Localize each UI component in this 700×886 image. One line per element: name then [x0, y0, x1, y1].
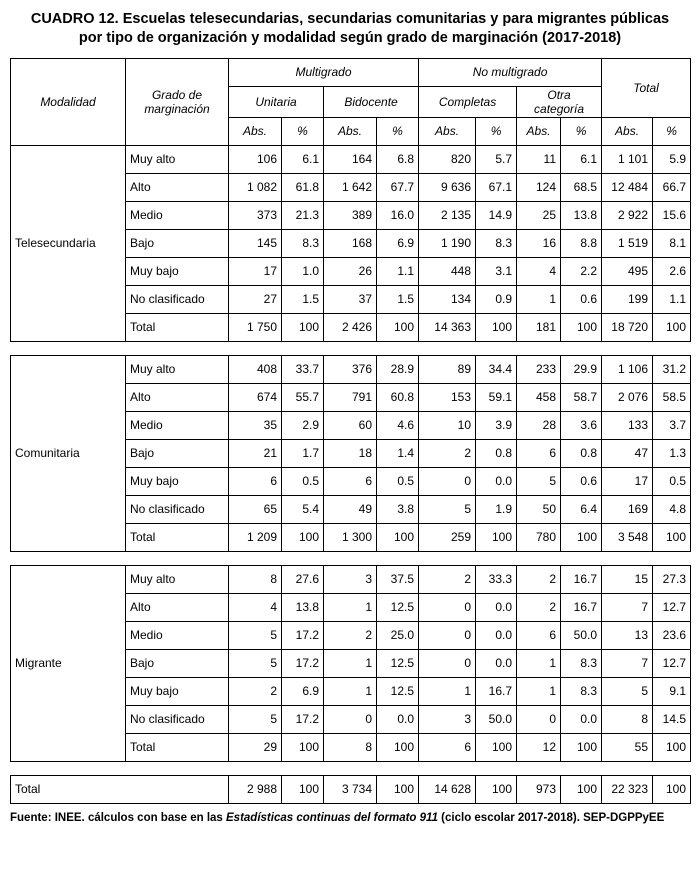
pct-value: 8.3 [561, 649, 602, 677]
abs-value: 408 [229, 355, 282, 383]
abs-value: 133 [602, 411, 653, 439]
abs-value: 1 750 [229, 313, 282, 341]
pct-value: 0.0 [561, 705, 602, 733]
pct-value: 28.9 [377, 355, 419, 383]
pct-value: 0.6 [561, 285, 602, 313]
pct-value: 9.1 [653, 677, 691, 705]
abs-value: 124 [517, 173, 561, 201]
abs-value: 164 [324, 145, 377, 173]
abs-value: 17 [229, 257, 282, 285]
grand-total-row [10, 775, 691, 804]
pct-value: 100 [476, 313, 517, 341]
abs-value: 17 [602, 467, 653, 495]
pct-value: 0.6 [561, 467, 602, 495]
pct-value: 3.8 [377, 495, 419, 523]
abs-value: 49 [324, 495, 377, 523]
pct-value: 3.9 [476, 411, 517, 439]
abs-value: 12 484 [602, 173, 653, 201]
pct-value: 21.3 [282, 201, 324, 229]
pct-value: 1.0 [282, 257, 324, 285]
header-abs: Abs. [602, 117, 653, 145]
header-completas: Completas [419, 86, 517, 117]
pct-value: 33.7 [282, 355, 324, 383]
abs-value: 5 [229, 705, 282, 733]
abs-value: 4 [229, 593, 282, 621]
grado-label: No clasificado [126, 705, 229, 733]
abs-value: 28 [517, 411, 561, 439]
pct-value: 12.5 [377, 677, 419, 705]
modalidad-label: Migrante [11, 565, 126, 761]
pct-value: 100 [282, 313, 324, 341]
abs-value: 10 [419, 411, 476, 439]
abs-value: 11 [517, 145, 561, 173]
pct-value: 3.6 [561, 411, 602, 439]
pct-value: 27.3 [653, 565, 691, 593]
abs-value: 674 [229, 383, 282, 411]
abs-value: 14 628 [419, 775, 476, 803]
header-abs: Abs. [517, 117, 561, 145]
pct-value: 33.3 [476, 565, 517, 593]
pct-value: 2.9 [282, 411, 324, 439]
table-row [11, 145, 691, 173]
abs-value: 495 [602, 257, 653, 285]
pct-value: 16.0 [377, 201, 419, 229]
abs-value: 3 [419, 705, 476, 733]
header-abs: Abs. [419, 117, 476, 145]
pct-value: 6.4 [561, 495, 602, 523]
pct-value: 14.5 [653, 705, 691, 733]
pct-value: 100 [377, 733, 419, 761]
pct-value: 17.2 [282, 621, 324, 649]
abs-value: 1 [517, 677, 561, 705]
abs-value: 1 [324, 593, 377, 621]
abs-value: 6 [229, 467, 282, 495]
pct-value: 16.7 [561, 565, 602, 593]
abs-value: 0 [419, 621, 476, 649]
pct-value: 61.8 [282, 173, 324, 201]
abs-value: 65 [229, 495, 282, 523]
abs-value: 1 [419, 677, 476, 705]
header-pct: % [377, 117, 419, 145]
abs-value: 2 988 [229, 775, 282, 803]
abs-value: 2 [229, 677, 282, 705]
abs-value: 145 [229, 229, 282, 257]
pct-value: 23.6 [653, 621, 691, 649]
pct-value: 100 [476, 775, 517, 803]
abs-value: 5 [602, 677, 653, 705]
abs-value: 181 [517, 313, 561, 341]
pct-value: 16.7 [561, 593, 602, 621]
abs-value: 2 [517, 565, 561, 593]
grado-label: Medio [126, 201, 229, 229]
pct-value: 0.0 [476, 649, 517, 677]
header-bidocente: Bidocente [324, 86, 419, 117]
abs-value: 376 [324, 355, 377, 383]
pct-value: 4.8 [653, 495, 691, 523]
section-telesecundaria [10, 145, 691, 342]
pct-value: 0.5 [282, 467, 324, 495]
abs-value: 8 [602, 705, 653, 733]
abs-value: 1 [517, 649, 561, 677]
abs-value: 12 [517, 733, 561, 761]
pct-value: 1.4 [377, 439, 419, 467]
table-row [11, 355, 691, 383]
abs-value: 233 [517, 355, 561, 383]
pct-value: 100 [282, 775, 324, 803]
pct-value: 100 [476, 523, 517, 551]
pct-value: 6.1 [561, 145, 602, 173]
pct-value: 8.3 [282, 229, 324, 257]
section-comunitaria [10, 355, 691, 552]
abs-value: 5 [517, 467, 561, 495]
grado-label: Medio [126, 621, 229, 649]
grand-total-label: Total [11, 775, 229, 803]
grado-label: No clasificado [126, 285, 229, 313]
source-note [10, 812, 690, 824]
abs-value: 37 [324, 285, 377, 313]
pct-value: 13.8 [282, 593, 324, 621]
pct-value: 16.7 [476, 677, 517, 705]
abs-value: 820 [419, 145, 476, 173]
grado-label: Total [126, 313, 229, 341]
grado-label: Medio [126, 411, 229, 439]
pct-value: 8.3 [561, 677, 602, 705]
pct-value: 6.9 [282, 677, 324, 705]
abs-value: 27 [229, 285, 282, 313]
source-prefix: Fuente: INEE. cálculos con base en las [10, 811, 227, 824]
abs-value: 0 [517, 705, 561, 733]
abs-value: 7 [602, 593, 653, 621]
abs-value: 2 076 [602, 383, 653, 411]
abs-value: 18 [324, 439, 377, 467]
abs-value: 134 [419, 285, 476, 313]
abs-value: 5 [229, 621, 282, 649]
header-multigrado: Multigrado [229, 58, 419, 86]
pct-value: 0.8 [476, 439, 517, 467]
abs-value: 1 190 [419, 229, 476, 257]
abs-value: 2 426 [324, 313, 377, 341]
abs-value: 4 [517, 257, 561, 285]
pct-value: 100 [476, 733, 517, 761]
pct-value: 100 [653, 733, 691, 761]
header-abs: Abs. [229, 117, 282, 145]
grado-label: Muy alto [126, 355, 229, 383]
grado-label: Muy bajo [126, 467, 229, 495]
pct-value: 66.7 [653, 173, 691, 201]
pct-value: 67.1 [476, 173, 517, 201]
pct-value: 5.4 [282, 495, 324, 523]
pct-value: 68.5 [561, 173, 602, 201]
pct-value: 12.5 [377, 649, 419, 677]
abs-value: 6 [419, 733, 476, 761]
abs-value: 259 [419, 523, 476, 551]
pct-value: 1.1 [377, 257, 419, 285]
grado-label: Bajo [126, 439, 229, 467]
abs-value: 8 [324, 733, 377, 761]
source-publication: Estadísticas continuas del formato 911 [226, 811, 438, 824]
pct-value: 15.6 [653, 201, 691, 229]
abs-value: 18 720 [602, 313, 653, 341]
section-gap [10, 342, 690, 355]
abs-value: 2 135 [419, 201, 476, 229]
abs-value: 1 101 [602, 145, 653, 173]
table-body-sections [10, 145, 690, 804]
abs-value: 3 734 [324, 775, 377, 803]
abs-value: 2 922 [602, 201, 653, 229]
abs-value: 16 [517, 229, 561, 257]
abs-value: 1 209 [229, 523, 282, 551]
pct-value: 27.6 [282, 565, 324, 593]
abs-value: 1 [517, 285, 561, 313]
abs-value: 2 [517, 593, 561, 621]
abs-value: 168 [324, 229, 377, 257]
pct-value: 0.5 [377, 467, 419, 495]
pct-value: 12.7 [653, 593, 691, 621]
grado-label: Total [126, 733, 229, 761]
pct-value: 100 [377, 775, 419, 803]
abs-value: 973 [517, 775, 561, 803]
pct-value: 34.4 [476, 355, 517, 383]
pct-value: 8.8 [561, 229, 602, 257]
header-otra-categoria: Otra categoría [517, 86, 602, 117]
abs-value: 106 [229, 145, 282, 173]
grado-label: Muy alto [126, 145, 229, 173]
abs-value: 7 [602, 649, 653, 677]
abs-value: 2 [419, 439, 476, 467]
abs-value: 5 [419, 495, 476, 523]
abs-value: 169 [602, 495, 653, 523]
pct-value: 67.7 [377, 173, 419, 201]
pct-value: 12.7 [653, 649, 691, 677]
source-suffix: (ciclo escolar 2017-2018). SEP-DGPPyEE [437, 811, 665, 824]
pct-value: 100 [561, 775, 602, 803]
abs-value: 2 [419, 565, 476, 593]
pct-value: 58.5 [653, 383, 691, 411]
header-grado-marginacion: Grado de marginación [126, 58, 229, 145]
header-pct: % [653, 117, 691, 145]
pct-value: 0.0 [476, 593, 517, 621]
table-title: CUADRO 12. Escuelas telesecundarias, secundarias comunitarias y para migrantes públicas por tipo de organización y modalidad según grado de marginación (2017-2018) [30, 11, 670, 46]
abs-value: 50 [517, 495, 561, 523]
table-header [10, 58, 691, 146]
grado-label: Muy alto [126, 565, 229, 593]
pct-value: 0.5 [653, 467, 691, 495]
abs-value: 1 [324, 649, 377, 677]
section-gap [10, 762, 690, 775]
pct-value: 0.8 [561, 439, 602, 467]
pct-value: 58.7 [561, 383, 602, 411]
pct-value: 0.9 [476, 285, 517, 313]
grado-label: Alto [126, 593, 229, 621]
header-pct: % [476, 117, 517, 145]
abs-value: 0 [419, 649, 476, 677]
abs-value: 3 [324, 565, 377, 593]
table-row [11, 565, 691, 593]
grado-label: Bajo [126, 649, 229, 677]
grado-label: No clasificado [126, 495, 229, 523]
abs-value: 2 [324, 621, 377, 649]
pct-value: 100 [561, 313, 602, 341]
modalidad-label: Telesecundaria [11, 145, 126, 341]
pct-value: 1.9 [476, 495, 517, 523]
pct-value: 100 [561, 733, 602, 761]
pct-value: 8.1 [653, 229, 691, 257]
abs-value: 1 [324, 677, 377, 705]
pct-value: 4.6 [377, 411, 419, 439]
pct-value: 1.5 [377, 285, 419, 313]
abs-value: 35 [229, 411, 282, 439]
abs-value: 1 519 [602, 229, 653, 257]
abs-value: 1 300 [324, 523, 377, 551]
abs-value: 26 [324, 257, 377, 285]
abs-value: 199 [602, 285, 653, 313]
abs-value: 6 [517, 439, 561, 467]
pct-value: 60.8 [377, 383, 419, 411]
abs-value: 1 106 [602, 355, 653, 383]
pct-value: 5.7 [476, 145, 517, 173]
abs-value: 21 [229, 439, 282, 467]
pct-value: 6.9 [377, 229, 419, 257]
pct-value: 2.6 [653, 257, 691, 285]
header-abs: Abs. [324, 117, 377, 145]
grado-label: Bajo [126, 229, 229, 257]
grado-label: Muy bajo [126, 677, 229, 705]
abs-value: 14 363 [419, 313, 476, 341]
header-row-groups [11, 58, 691, 86]
pct-value: 14.9 [476, 201, 517, 229]
pct-value: 100 [653, 775, 691, 803]
pct-value: 50.0 [561, 621, 602, 649]
abs-value: 47 [602, 439, 653, 467]
pct-value: 50.0 [476, 705, 517, 733]
abs-value: 0 [324, 705, 377, 733]
pct-value: 100 [377, 313, 419, 341]
abs-value: 389 [324, 201, 377, 229]
pct-value: 100 [377, 523, 419, 551]
pct-value: 29.9 [561, 355, 602, 383]
abs-value: 15 [602, 565, 653, 593]
abs-value: 373 [229, 201, 282, 229]
header-total: Total [602, 58, 691, 117]
pct-value: 1.7 [282, 439, 324, 467]
abs-value: 8 [229, 565, 282, 593]
pct-value: 17.2 [282, 705, 324, 733]
grado-label: Alto [126, 173, 229, 201]
pct-value: 100 [282, 523, 324, 551]
pct-value: 1.3 [653, 439, 691, 467]
abs-value: 153 [419, 383, 476, 411]
abs-value: 25 [517, 201, 561, 229]
pct-value: 55.7 [282, 383, 324, 411]
abs-value: 55 [602, 733, 653, 761]
grado-label: Alto [126, 383, 229, 411]
pct-value: 100 [653, 313, 691, 341]
abs-value: 791 [324, 383, 377, 411]
pct-value: 25.0 [377, 621, 419, 649]
pct-value: 3.7 [653, 411, 691, 439]
abs-value: 1 082 [229, 173, 282, 201]
pct-value: 12.5 [377, 593, 419, 621]
header-unitaria: Unitaria [229, 86, 324, 117]
pct-value: 1.1 [653, 285, 691, 313]
abs-value: 6 [517, 621, 561, 649]
pct-value: 0.0 [377, 705, 419, 733]
header-no-multigrado: No multigrado [419, 58, 602, 86]
section-gap [10, 552, 690, 565]
abs-value: 89 [419, 355, 476, 383]
abs-value: 29 [229, 733, 282, 761]
pct-value: 100 [653, 523, 691, 551]
modalidad-label: Comunitaria [11, 355, 126, 551]
abs-value: 458 [517, 383, 561, 411]
pct-value: 1.5 [282, 285, 324, 313]
abs-value: 3 548 [602, 523, 653, 551]
pct-value: 13.8 [561, 201, 602, 229]
abs-value: 448 [419, 257, 476, 285]
abs-value: 780 [517, 523, 561, 551]
abs-value: 5 [229, 649, 282, 677]
pct-value: 31.2 [653, 355, 691, 383]
pct-value: 100 [561, 523, 602, 551]
grado-label: Total [126, 523, 229, 551]
header-pct: % [561, 117, 602, 145]
pct-value: 8.3 [476, 229, 517, 257]
abs-value: 1 642 [324, 173, 377, 201]
pct-value: 6.8 [377, 145, 419, 173]
abs-value: 13 [602, 621, 653, 649]
pct-value: 59.1 [476, 383, 517, 411]
pct-value: 100 [282, 733, 324, 761]
header-modalidad: Modalidad [11, 58, 126, 145]
grado-label: Muy bajo [126, 257, 229, 285]
pct-value: 6.1 [282, 145, 324, 173]
table-row [11, 775, 691, 803]
abs-value: 60 [324, 411, 377, 439]
abs-value: 6 [324, 467, 377, 495]
header-pct: % [282, 117, 324, 145]
pct-value: 5.9 [653, 145, 691, 173]
pct-value: 0.0 [476, 621, 517, 649]
pct-value: 0.0 [476, 467, 517, 495]
pct-value: 17.2 [282, 649, 324, 677]
abs-value: 22 323 [602, 775, 653, 803]
pct-value: 37.5 [377, 565, 419, 593]
abs-value: 0 [419, 467, 476, 495]
pct-value: 3.1 [476, 257, 517, 285]
section-migrante [10, 565, 691, 762]
abs-value: 9 636 [419, 173, 476, 201]
abs-value: 0 [419, 593, 476, 621]
pct-value: 2.2 [561, 257, 602, 285]
